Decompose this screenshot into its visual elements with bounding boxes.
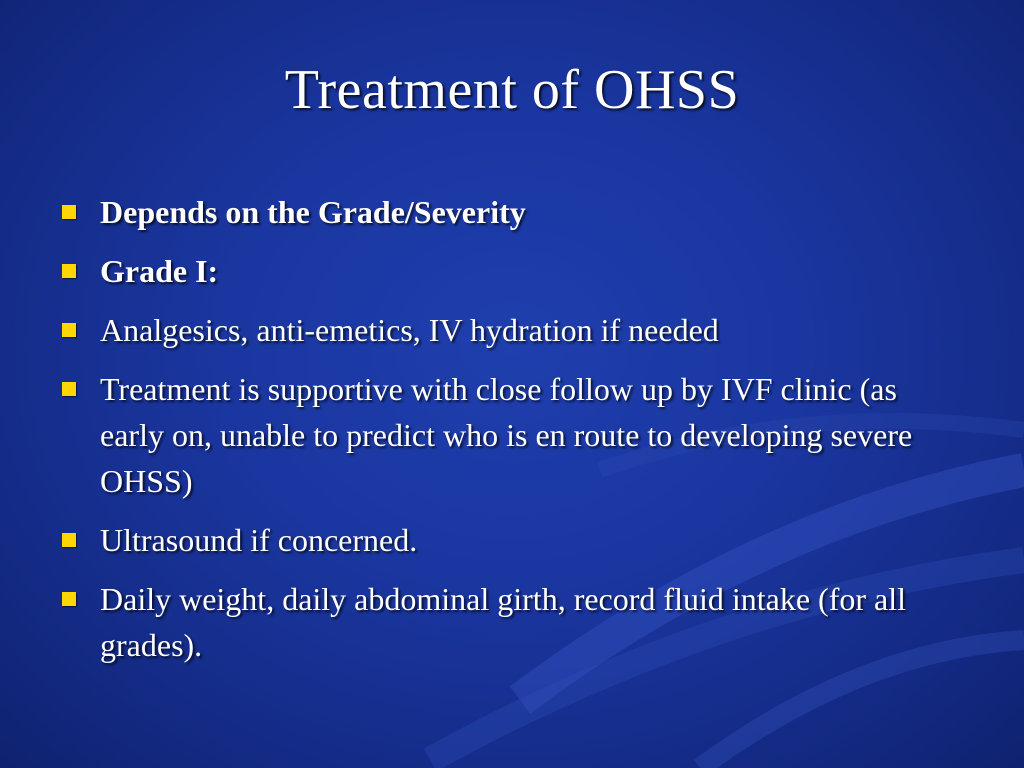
bullet-text: Ultrasound if concerned. (100, 522, 418, 558)
square-bullet-icon (62, 323, 76, 337)
bullet-item (62, 517, 962, 563)
bullet-item (62, 248, 962, 294)
bullet-item (62, 189, 962, 235)
bullet-text: Depends on the Grade/Severity (100, 194, 526, 230)
bullet-text: Grade I: (100, 253, 219, 289)
bullet-text: Daily weight, daily abdominal girth, record fluid intake (for all grades). (100, 581, 906, 663)
bullet-item (62, 366, 962, 504)
bullet-text: Treatment is supportive with close follow up by IVF clinic (as early on, unable to predict who is en route to developing severe OHSS) (100, 371, 913, 499)
square-bullet-icon (62, 533, 76, 547)
bullet-item (62, 307, 962, 353)
square-bullet-icon (62, 382, 76, 396)
bullet-list (62, 189, 962, 681)
square-bullet-icon (62, 592, 76, 606)
square-bullet-icon (62, 205, 76, 219)
slide-title: Treatment of OHSS (284, 59, 740, 121)
square-bullet-icon (62, 264, 76, 278)
bullet-item (62, 576, 962, 668)
bullet-text: Analgesics, anti-emetics, IV hydration if needed (100, 312, 719, 348)
